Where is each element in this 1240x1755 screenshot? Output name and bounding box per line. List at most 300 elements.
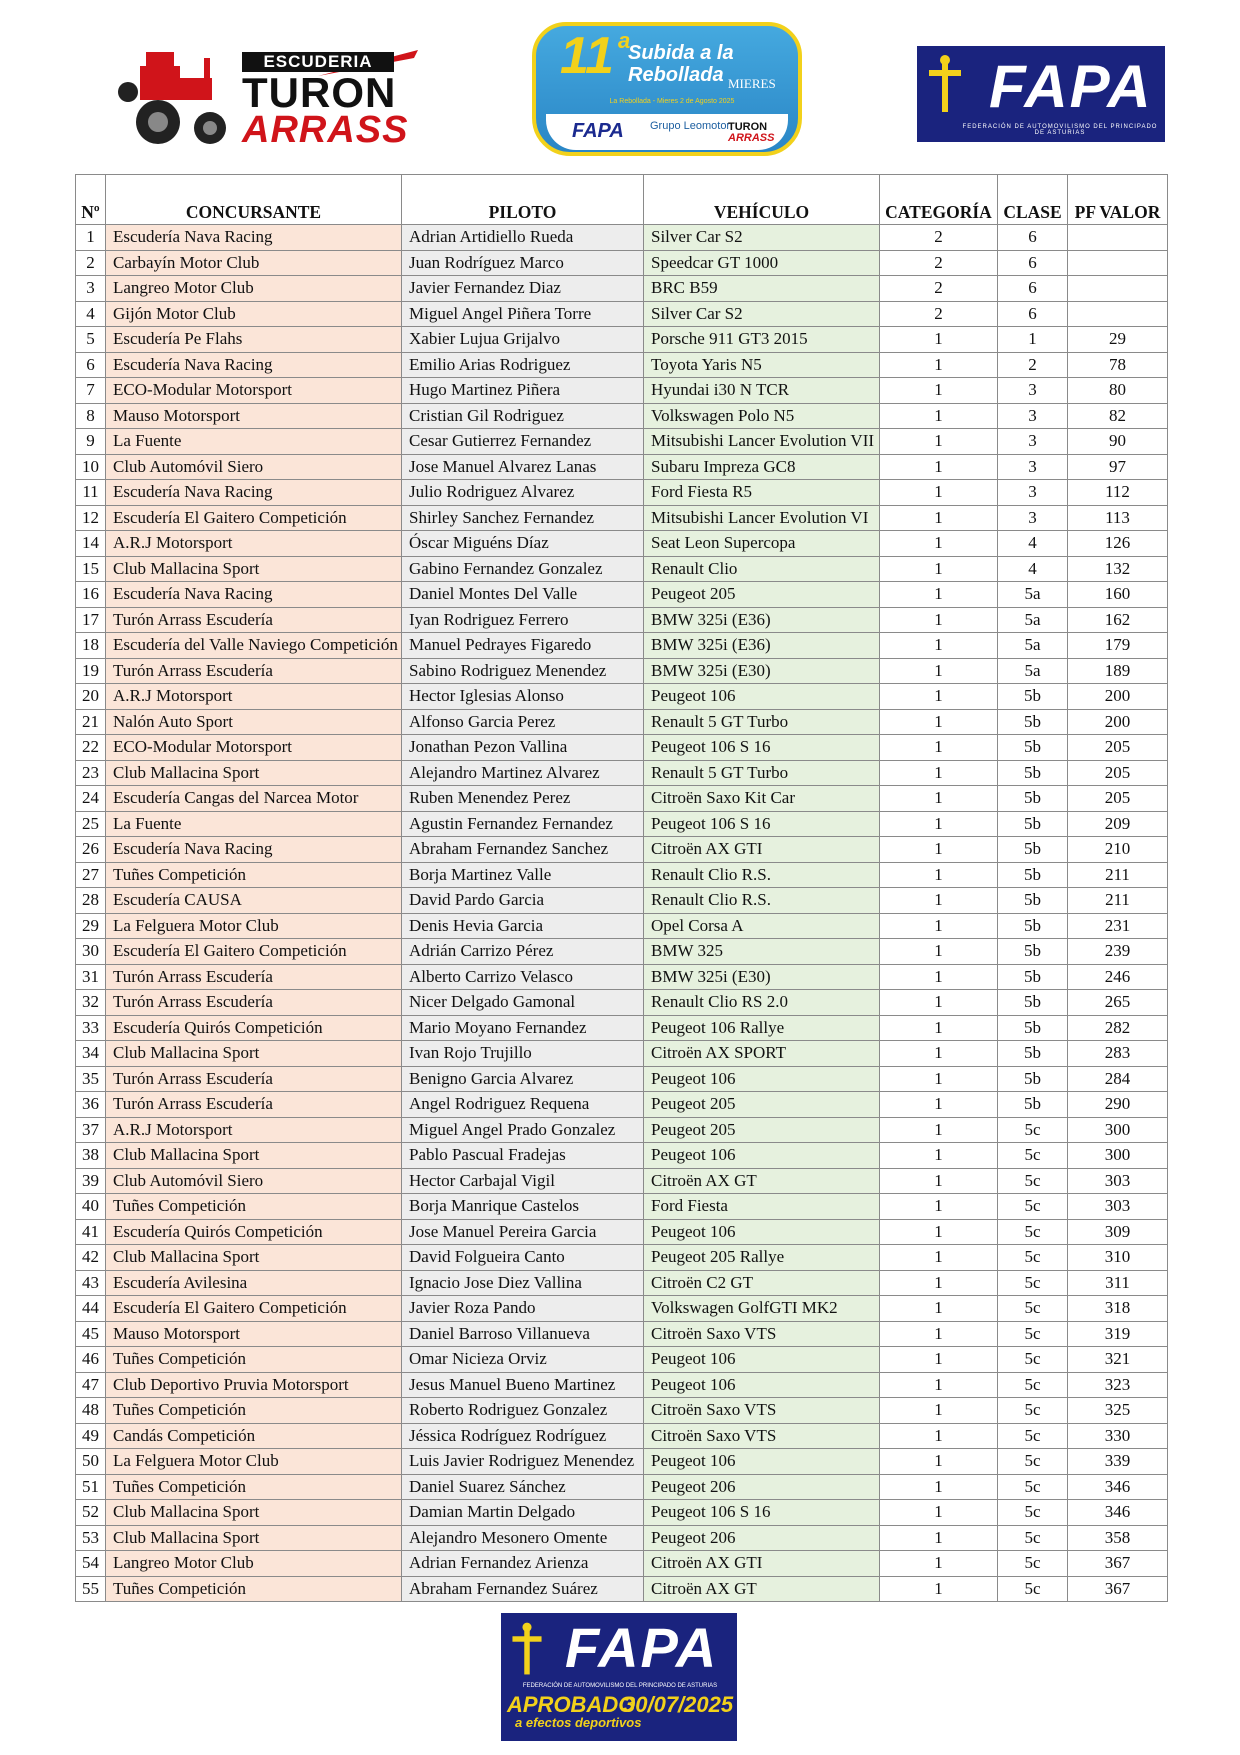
cell-vehiculo: Citroën Saxo VTS: [644, 1321, 880, 1347]
cell-piloto: Ruben Menendez Perez: [402, 786, 644, 812]
cell-no: 37: [76, 1117, 106, 1143]
cell-piloto: Pablo Pascual Fradejas: [402, 1143, 644, 1169]
cell-no: 27: [76, 862, 106, 888]
cell-vehiculo: Citroën AX GTI: [644, 1551, 880, 1577]
cell-no: 10: [76, 454, 106, 480]
cell-no: 4: [76, 301, 106, 327]
table-row: [76, 327, 1168, 353]
cell-categoria: 1: [880, 1500, 998, 1526]
cell-pf-valor: 205: [1068, 786, 1168, 812]
cell-no: 9: [76, 429, 106, 455]
cell-pf-valor: [1068, 276, 1168, 302]
cell-pf-valor: 319: [1068, 1321, 1168, 1347]
cell-categoria: 1: [880, 658, 998, 684]
cell-vehiculo: BRC B59: [644, 276, 880, 302]
cell-vehiculo: Hyundai i30 N TCR: [644, 378, 880, 404]
event-edition-number: 11: [560, 27, 614, 85]
cell-piloto: David Folgueira Canto: [402, 1245, 644, 1271]
cell-clase: 5b: [998, 735, 1068, 761]
cell-categoria: 1: [880, 352, 998, 378]
cell-vehiculo: BMW 325: [644, 939, 880, 965]
table-row: [76, 1372, 1168, 1398]
cell-categoria: 1: [880, 1398, 998, 1424]
cell-clase: 5b: [998, 1066, 1068, 1092]
cell-clase: 5c: [998, 1500, 1068, 1526]
cell-piloto: Daniel Barroso Villanueva: [402, 1321, 644, 1347]
cell-vehiculo: Seat Leon Supercopa: [644, 531, 880, 557]
cell-clase: 4: [998, 531, 1068, 557]
cell-no: 51: [76, 1474, 106, 1500]
cell-concursante: Escudería Quirós Competición: [106, 1015, 402, 1041]
cell-clase: 5b: [998, 811, 1068, 837]
cell-vehiculo: Mitsubishi Lancer Evolution VI: [644, 505, 880, 531]
cell-vehiculo: Citroën AX GTI: [644, 837, 880, 863]
cell-categoria: 1: [880, 1219, 998, 1245]
cell-concursante: Mauso Motorsport: [106, 403, 402, 429]
cell-no: 32: [76, 990, 106, 1016]
cell-vehiculo: Peugeot 106 Rallye: [644, 1015, 880, 1041]
cell-categoria: 1: [880, 1041, 998, 1067]
cell-categoria: 1: [880, 531, 998, 557]
table-row: [76, 1398, 1168, 1424]
cell-pf-valor: 367: [1068, 1576, 1168, 1602]
cell-concursante: Turón Arrass Escudería: [106, 1066, 402, 1092]
cell-piloto: Javier Fernandez Diaz: [402, 276, 644, 302]
cell-concursante: Escudería Nava Racing: [106, 225, 402, 251]
cell-pf-valor: 309: [1068, 1219, 1168, 1245]
cell-pf-valor: 367: [1068, 1551, 1168, 1577]
cell-clase: 6: [998, 225, 1068, 251]
cell-clase: 5c: [998, 1398, 1068, 1424]
cell-categoria: 2: [880, 301, 998, 327]
asturias-cross-icon: [923, 52, 967, 116]
cell-categoria: 1: [880, 939, 998, 965]
asturias-cross-icon: [507, 1619, 547, 1679]
table-row: [76, 1245, 1168, 1271]
table-row: [76, 225, 1168, 251]
cell-piloto: Cesar Gutierrez Fernandez: [402, 429, 644, 455]
cell-clase: 5a: [998, 607, 1068, 633]
cell-vehiculo: Silver Car S2: [644, 225, 880, 251]
cell-concursante: Tuñes Competición: [106, 1576, 402, 1602]
cell-categoria: 1: [880, 556, 998, 582]
cell-pf-valor: 211: [1068, 888, 1168, 914]
cell-clase: 5c: [998, 1219, 1068, 1245]
cell-clase: 4: [998, 556, 1068, 582]
table-row: [76, 480, 1168, 506]
cell-categoria: 1: [880, 1245, 998, 1271]
cell-categoria: 1: [880, 1321, 998, 1347]
event-subtitle: La Rebollada - Mieres 2 de Agosto 2025: [609, 98, 735, 105]
cell-no: 31: [76, 964, 106, 990]
cell-clase: 5c: [998, 1449, 1068, 1475]
cell-clase: 5c: [998, 1423, 1068, 1449]
event-sponsor-turon-text: TURON: [728, 121, 768, 133]
cell-piloto: Sabino Rodriguez Menendez: [402, 658, 644, 684]
cell-concursante: Club Mallacina Sport: [106, 1143, 402, 1169]
cell-vehiculo: Citroën AX SPORT: [644, 1041, 880, 1067]
cell-concursante: ECO-Modular Motorsport: [106, 378, 402, 404]
cell-no: 5: [76, 327, 106, 353]
event-mieres-text: MIERES: [728, 76, 776, 91]
cell-vehiculo: Citroën Saxo Kit Car: [644, 786, 880, 812]
cell-vehiculo: Peugeot 106: [644, 1372, 880, 1398]
cell-vehiculo: Renault Clio RS 2.0: [644, 990, 880, 1016]
cell-no: 2: [76, 250, 106, 276]
cell-piloto: Shirley Sanchez Fernandez: [402, 505, 644, 531]
table-row: [76, 1041, 1168, 1067]
cell-vehiculo: Renault 5 GT Turbo: [644, 760, 880, 786]
cell-clase: 5c: [998, 1117, 1068, 1143]
cell-piloto: Jonathan Pezon Vallina: [402, 735, 644, 761]
cell-clase: 5a: [998, 633, 1068, 659]
cell-categoria: 1: [880, 378, 998, 404]
cell-clase: 5b: [998, 709, 1068, 735]
cell-no: 28: [76, 888, 106, 914]
cell-vehiculo: BMW 325i (E30): [644, 658, 880, 684]
cell-concursante: Turón Arrass Escudería: [106, 964, 402, 990]
event-sponsor-band: [546, 114, 788, 150]
cell-vehiculo: Peugeot 106 S 16: [644, 735, 880, 761]
cell-piloto: Ivan Rojo Trujillo: [402, 1041, 644, 1067]
cell-vehiculo: Opel Corsa A: [644, 913, 880, 939]
table-row: [76, 760, 1168, 786]
fapa-wordmark: FAPA: [989, 53, 1153, 120]
event-title-line1: Subida a la: [628, 42, 734, 64]
logo-escuderia-text: ESCUDERIA: [242, 52, 394, 72]
cell-categoria: 1: [880, 1474, 998, 1500]
cell-pf-valor: 82: [1068, 403, 1168, 429]
table-row: [76, 786, 1168, 812]
cell-no: 14: [76, 531, 106, 557]
cell-piloto: Nicer Delgado Gamonal: [402, 990, 644, 1016]
cell-clase: 2: [998, 352, 1068, 378]
cell-concursante: La Fuente: [106, 811, 402, 837]
cell-categoria: 1: [880, 990, 998, 1016]
cell-pf-valor: 200: [1068, 684, 1168, 710]
cell-categoria: 1: [880, 1066, 998, 1092]
cell-vehiculo: Renault Clio R.S.: [644, 888, 880, 914]
table-row: [76, 913, 1168, 939]
table-row: [76, 378, 1168, 404]
stamp-caption: FEDERACIÓN DE AUTOMOVILISMO DEL PRINCIPADO DE ASTURIAS: [522, 1683, 718, 1689]
event-sponsor-arrass-text: ARRASS: [728, 132, 775, 144]
cell-concursante: A.R.J Motorsport: [106, 684, 402, 710]
cell-vehiculo: BMW 325i (E36): [644, 607, 880, 633]
cell-piloto: Xabier Lujua Grijalvo: [402, 327, 644, 353]
cell-piloto: Mario Moyano Fernandez: [402, 1015, 644, 1041]
cell-categoria: 1: [880, 633, 998, 659]
cell-concursante: Escudería Avilesina: [106, 1270, 402, 1296]
cell-vehiculo: Citroën Saxo VTS: [644, 1398, 880, 1424]
cell-vehiculo: BMW 325i (E30): [644, 964, 880, 990]
cell-categoria: 1: [880, 1551, 998, 1577]
table-row: [76, 735, 1168, 761]
cell-piloto: Adrián Carrizo Pérez: [402, 939, 644, 965]
header-piloto: PILOTO: [402, 175, 644, 225]
table-row: [76, 429, 1168, 455]
cell-no: 54: [76, 1551, 106, 1577]
cell-vehiculo: Toyota Yaris N5: [644, 352, 880, 378]
cell-concursante: La Fuente: [106, 429, 402, 455]
cell-categoria: 1: [880, 1347, 998, 1373]
cell-piloto: Luis Javier Rodriguez Menendez: [402, 1449, 644, 1475]
cell-no: 52: [76, 1500, 106, 1526]
cell-piloto: Agustin Fernandez Fernandez: [402, 811, 644, 837]
cell-concursante: Escudería El Gaitero Competición: [106, 939, 402, 965]
cell-vehiculo: Porsche 911 GT3 2015: [644, 327, 880, 353]
cell-vehiculo: Citroën C2 GT: [644, 1270, 880, 1296]
table-row: [76, 1551, 1168, 1577]
cell-pf-valor: 90: [1068, 429, 1168, 455]
cell-concursante: Escudería El Gaitero Competición: [106, 1296, 402, 1322]
cell-pf-valor: 325: [1068, 1398, 1168, 1424]
subida-rebollada-event-logo: [532, 22, 802, 156]
cell-clase: 5b: [998, 862, 1068, 888]
cell-pf-valor: 346: [1068, 1500, 1168, 1526]
cell-piloto: Miguel Angel Prado Gonzalez: [402, 1117, 644, 1143]
table-row: [76, 709, 1168, 735]
cell-piloto: Jose Manuel Alvarez Lanas: [402, 454, 644, 480]
table-row: [76, 276, 1168, 302]
cell-concursante: Escudería Cangas del Narcea Motor: [106, 786, 402, 812]
cell-no: 11: [76, 480, 106, 506]
cell-categoria: 2: [880, 276, 998, 302]
table-row: [76, 1347, 1168, 1373]
cell-concursante: Turón Arrass Escudería: [106, 1092, 402, 1118]
cell-piloto: Emilio Arias Rodriguez: [402, 352, 644, 378]
cell-vehiculo: Peugeot 205 Rallye: [644, 1245, 880, 1271]
cell-pf-valor: 209: [1068, 811, 1168, 837]
stamp-fapa-wordmark: FAPA: [565, 1616, 719, 1679]
table-row: [76, 531, 1168, 557]
cell-clase: 3: [998, 480, 1068, 506]
cell-clase: 3: [998, 403, 1068, 429]
cell-concursante: Escudería El Gaitero Competición: [106, 505, 402, 531]
table-row: [76, 1117, 1168, 1143]
cell-piloto: Adrian Fernandez Arienza: [402, 1551, 644, 1577]
cell-piloto: Cristian Gil Rodriguez: [402, 403, 644, 429]
cell-pf-valor: 310: [1068, 1245, 1168, 1271]
cell-pf-valor: 330: [1068, 1423, 1168, 1449]
table-row: [76, 1321, 1168, 1347]
cell-concursante: Turón Arrass Escudería: [106, 607, 402, 633]
cell-pf-valor: 300: [1068, 1143, 1168, 1169]
cell-pf-valor: 210: [1068, 837, 1168, 863]
cell-concursante: ECO-Modular Motorsport: [106, 735, 402, 761]
cell-concursante: A.R.J Motorsport: [106, 1117, 402, 1143]
entry-list-table: [75, 174, 1168, 1602]
cell-vehiculo: Renault Clio: [644, 556, 880, 582]
cell-pf-valor: 205: [1068, 735, 1168, 761]
cell-clase: 5c: [998, 1525, 1068, 1551]
cell-vehiculo: Volkswagen Polo N5: [644, 403, 880, 429]
cell-vehiculo: Citroën AX GT: [644, 1576, 880, 1602]
cell-categoria: 1: [880, 888, 998, 914]
cell-no: 49: [76, 1423, 106, 1449]
cell-pf-valor: 205: [1068, 760, 1168, 786]
cell-clase: 5b: [998, 913, 1068, 939]
cell-pf-valor: 211: [1068, 862, 1168, 888]
cell-no: 7: [76, 378, 106, 404]
cell-categoria: 1: [880, 786, 998, 812]
cell-no: 22: [76, 735, 106, 761]
table-row: [76, 352, 1168, 378]
cell-piloto: Javier Roza Pando: [402, 1296, 644, 1322]
cell-concursante: Escudería Pe Flahs: [106, 327, 402, 353]
cell-concursante: Club Mallacina Sport: [106, 1041, 402, 1067]
table-row: [76, 1092, 1168, 1118]
table-row: [76, 1449, 1168, 1475]
cell-categoria: 1: [880, 607, 998, 633]
cell-no: 48: [76, 1398, 106, 1424]
cell-clase: 5b: [998, 888, 1068, 914]
cell-vehiculo: Peugeot 106: [644, 1449, 880, 1475]
cell-clase: 5c: [998, 1551, 1068, 1577]
cell-piloto: David Pardo Garcia: [402, 888, 644, 914]
cell-categoria: 1: [880, 709, 998, 735]
cell-vehiculo: Citroën Saxo VTS: [644, 1423, 880, 1449]
header-vehiculo: VEHÍCULO: [644, 175, 880, 225]
red-tractor-icon: [118, 48, 234, 148]
cell-no: 3: [76, 276, 106, 302]
table-row: [76, 1423, 1168, 1449]
cell-concursante: Tuñes Competición: [106, 862, 402, 888]
cell-categoria: 1: [880, 454, 998, 480]
cell-clase: 5b: [998, 760, 1068, 786]
cell-clase: 5c: [998, 1168, 1068, 1194]
table-row: [76, 939, 1168, 965]
cell-piloto: Hector Iglesias Alonso: [402, 684, 644, 710]
cell-vehiculo: Subaru Impreza GC8: [644, 454, 880, 480]
cell-piloto: Hugo Martinez Piñera: [402, 378, 644, 404]
cell-pf-valor: [1068, 225, 1168, 251]
cell-clase: 5b: [998, 1041, 1068, 1067]
table-row: [76, 811, 1168, 837]
cell-pf-valor: 162: [1068, 607, 1168, 633]
table-row: [76, 582, 1168, 608]
cell-categoria: 1: [880, 480, 998, 506]
cell-piloto: Alejandro Martinez Alvarez: [402, 760, 644, 786]
table-row: [76, 1066, 1168, 1092]
cell-clase: 5c: [998, 1270, 1068, 1296]
cell-no: 41: [76, 1219, 106, 1245]
cell-categoria: 1: [880, 837, 998, 863]
cell-vehiculo: Speedcar GT 1000: [644, 250, 880, 276]
cell-concursante: Club Mallacina Sport: [106, 556, 402, 582]
cell-clase: 5b: [998, 939, 1068, 965]
cell-pf-valor: 290: [1068, 1092, 1168, 1118]
cell-piloto: Abraham Fernandez Sanchez: [402, 837, 644, 863]
cell-no: 43: [76, 1270, 106, 1296]
cell-clase: 5c: [998, 1347, 1068, 1373]
cell-no: 18: [76, 633, 106, 659]
cell-piloto: Ignacio Jose Diez Vallina: [402, 1270, 644, 1296]
cell-pf-valor: 318: [1068, 1296, 1168, 1322]
cell-vehiculo: Renault Clio R.S.: [644, 862, 880, 888]
cell-concursante: A.R.J Motorsport: [106, 531, 402, 557]
cell-vehiculo: Peugeot 106: [644, 1347, 880, 1373]
cell-concursante: Mauso Motorsport: [106, 1321, 402, 1347]
cell-concursante: Escudería Nava Racing: [106, 837, 402, 863]
cell-categoria: 1: [880, 1117, 998, 1143]
cell-clase: 5a: [998, 582, 1068, 608]
cell-categoria: 1: [880, 582, 998, 608]
cell-categoria: 1: [880, 429, 998, 455]
cell-pf-valor: 179: [1068, 633, 1168, 659]
cell-pf-valor: 113: [1068, 505, 1168, 531]
cell-no: 24: [76, 786, 106, 812]
cell-pf-valor: 346: [1068, 1474, 1168, 1500]
cell-vehiculo: Peugeot 205: [644, 582, 880, 608]
cell-vehiculo: Citroën AX GT: [644, 1168, 880, 1194]
cell-no: 8: [76, 403, 106, 429]
cell-vehiculo: Peugeot 106 S 16: [644, 811, 880, 837]
table-row: [76, 1525, 1168, 1551]
cell-concursante: Escudería Quirós Competición: [106, 1219, 402, 1245]
cell-pf-valor: 321: [1068, 1347, 1168, 1373]
table-row: [76, 607, 1168, 633]
cell-pf-valor: 126: [1068, 531, 1168, 557]
cell-no: 30: [76, 939, 106, 965]
cell-clase: 3: [998, 378, 1068, 404]
table-row: [76, 1015, 1168, 1041]
cell-concursante: Club Automóvil Siero: [106, 454, 402, 480]
cell-no: 36: [76, 1092, 106, 1118]
cell-clase: 5a: [998, 658, 1068, 684]
cell-no: 20: [76, 684, 106, 710]
cell-pf-valor: 112: [1068, 480, 1168, 506]
cell-clase: 5c: [998, 1143, 1068, 1169]
cell-vehiculo: Silver Car S2: [644, 301, 880, 327]
stamp-approved: APROBADO: [507, 1692, 636, 1717]
cell-clase: 5c: [998, 1194, 1068, 1220]
table-header-row: [76, 175, 1168, 225]
table-row: [76, 658, 1168, 684]
table-row: [76, 505, 1168, 531]
cell-clase: 5b: [998, 964, 1068, 990]
header-pf-valor: PF VALOR: [1068, 175, 1168, 225]
cell-clase: 5c: [998, 1372, 1068, 1398]
table-row: [76, 964, 1168, 990]
cell-piloto: Borja Martinez Valle: [402, 862, 644, 888]
logo-turon-text: TURON: [242, 69, 397, 116]
table-row: [76, 862, 1168, 888]
escuderia-turon-arrass-logo: [118, 44, 409, 151]
cell-no: 47: [76, 1372, 106, 1398]
cell-pf-valor: 246: [1068, 964, 1168, 990]
table-row: [76, 403, 1168, 429]
cell-vehiculo: Peugeot 205: [644, 1092, 880, 1118]
cell-pf-valor: 132: [1068, 556, 1168, 582]
cell-no: 25: [76, 811, 106, 837]
cell-pf-valor: 300: [1068, 1117, 1168, 1143]
table-row: [76, 990, 1168, 1016]
cell-piloto: Roberto Rodriguez Gonzalez: [402, 1398, 644, 1424]
cell-vehiculo: Peugeot 106: [644, 1066, 880, 1092]
cell-vehiculo: BMW 325i (E36): [644, 633, 880, 659]
cell-piloto: Omar Nicieza Orviz: [402, 1347, 644, 1373]
cell-concursante: Club Automóvil Siero: [106, 1168, 402, 1194]
cell-no: 33: [76, 1015, 106, 1041]
cell-no: 53: [76, 1525, 106, 1551]
cell-no: 1: [76, 225, 106, 251]
cell-clase: 5b: [998, 1015, 1068, 1041]
cell-piloto: Gabino Fernandez Gonzalez: [402, 556, 644, 582]
table-row: [76, 1296, 1168, 1322]
cell-no: 6: [76, 352, 106, 378]
cell-no: 38: [76, 1143, 106, 1169]
